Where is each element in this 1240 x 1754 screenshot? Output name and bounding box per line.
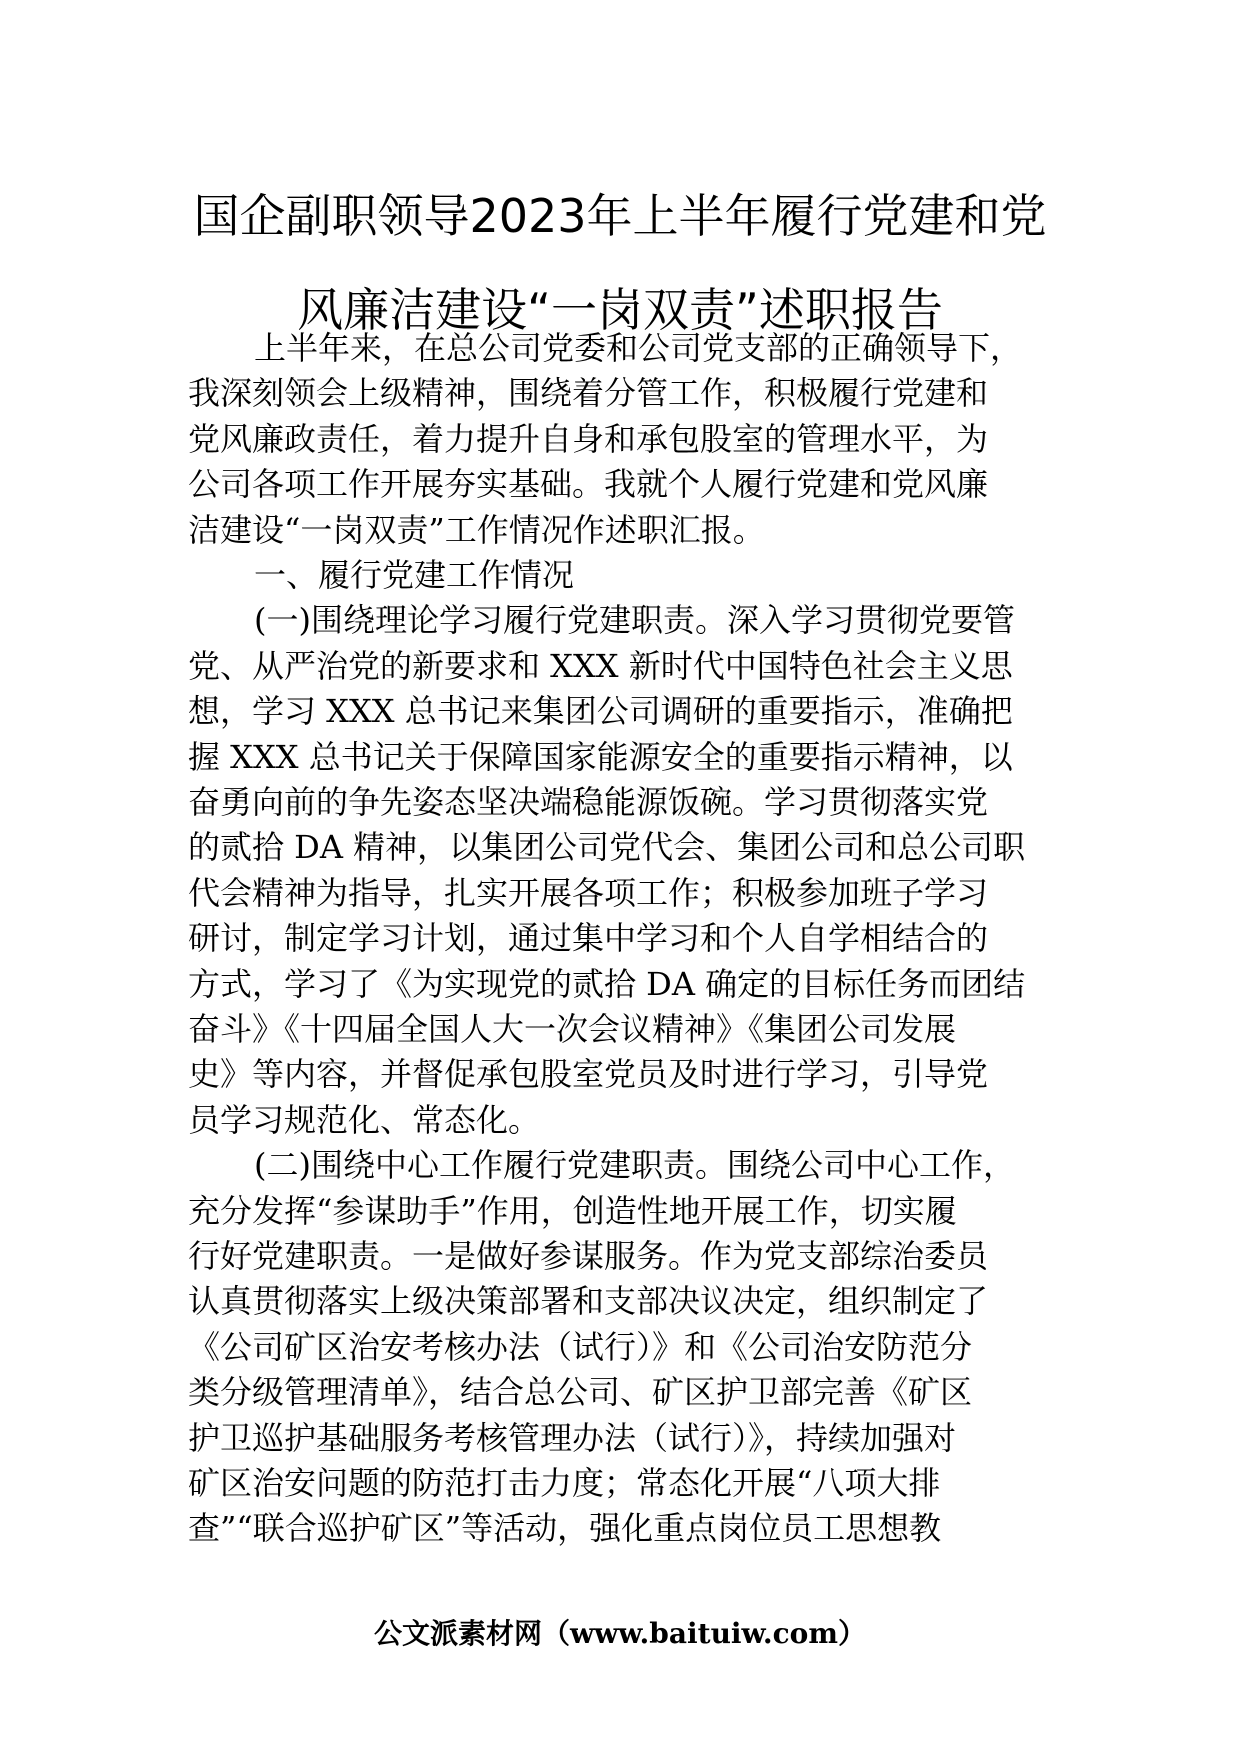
body-line: 类分级管理清单》，结合总公司、矿区护卫部完善《矿区 [188,1373,973,1412]
body-line: 认真贯彻落实上级决策部署和支部决议决定，组织制定了 [188,1282,989,1321]
body-line: 的贰拾 DA 精神，以集团公司党代会、集团公司和总公司职 [188,828,1026,867]
body-line: 公司各项工作开展夯实基础。我就个人履行党建和党风廉 [188,465,989,504]
body-line: 握 XXX 总书记关于保障国家能源安全的重要指示精神，以 [188,737,1013,776]
footer-watermark: 公文派素材网（www.baituiw.com） [374,1617,866,1650]
body-line: 代会精神为指导，扎实开展各项工作；积极参加班子学习 [188,873,989,912]
body-line: (一)围绕理论学习履行党建职责。深入学习贯彻党要管 [254,601,1015,640]
body-line: (二)围绕中心工作履行党建职责。围绕公司中心工作， [254,1146,1015,1185]
body-line: 矿区治安问题的防范打击力度；常态化开展“八项大排 [188,1464,941,1502]
body-line: 《公司矿区治安考核办法（试行）》和《公司治安防范分 [188,1327,973,1366]
body-line: 史》等内容，并督促承包股室党员及时进行学习，引导党 [188,1055,989,1094]
body-line: 党、从严治党的新要求和 XXX 新时代中国特色社会主义思 [188,646,1013,685]
body-line: 上半年来，在总公司党委和公司党支部的正确领导下， [254,329,1023,367]
body-line: 护卫巡护基础服务考核管理办法（试行）》，持续加强对 [188,1418,957,1457]
body-line: 员学习规范化、常态化。 [188,1100,541,1139]
document-title-line-2: 风廉洁建设“一岗双责”述职报告 [297,283,943,337]
body-line: 研讨，制定学习计划，通过集中学习和个人自学相结合的 [188,919,989,958]
body-line: 一、履行党建工作情况 [254,556,575,594]
body-line: 党风廉政责任，着力提升自身和承包股室的管理水平，为 [188,419,989,458]
body-line: 洁建设“一岗双责”工作情况作述职汇报。 [188,510,765,549]
body-line: 方式，学习了《为实现党的贰拾 DA 确定的目标任务而团结 [188,964,1026,1003]
body-line: 查”“联合巡护矿区”等活动，强化重点岗位员工思想教 [188,1509,942,1548]
body-line: 奋斗》《十四届全国人大一次会议精神》《集团公司发展 [188,1010,957,1048]
body-line: 奋勇向前的争先姿态坚决端稳能源饭碗。学习贯彻落实党 [188,783,989,821]
body-line: 行好党建职责。一是做好参谋服务。作为党支部综治委员 [188,1237,989,1275]
body-line: 我深刻领会上级精神，围绕着分管工作，积极履行党建和 [188,374,989,413]
body-line: 想，学习 XXX 总书记来集团公司调研的重要指示，准确把 [188,692,1013,731]
document-title-line-1: 国企副职领导2023年上半年履行党建和党 [193,189,1047,243]
body-line: 充分发挥“参谋助手”作用，创造性地开展工作，切实履 [188,1191,957,1230]
